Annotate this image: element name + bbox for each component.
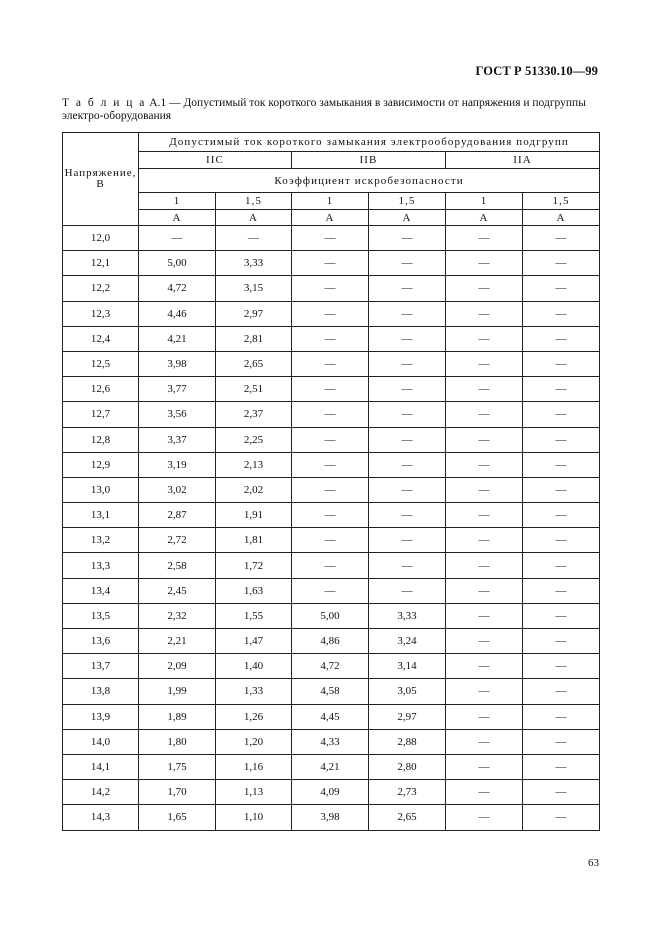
current-cell: — — [446, 629, 523, 654]
table-caption-label: Т а б л и ц а — [62, 97, 147, 109]
current-cell: — — [446, 679, 523, 704]
current-cell: — — [523, 603, 600, 628]
current-cell: — — [523, 251, 600, 276]
current-cell: 1,16 — [216, 754, 292, 779]
current-cell: 2,51 — [216, 377, 292, 402]
current-cell: — — [292, 251, 369, 276]
unit-cell: А — [216, 210, 292, 226]
current-cell: — — [446, 654, 523, 679]
current-cell: — — [446, 326, 523, 351]
current-cell: 4,45 — [292, 704, 369, 729]
current-cell: — — [523, 276, 600, 301]
unit-cell: А — [369, 210, 446, 226]
current-cell: 2,21 — [139, 629, 216, 654]
current-cell: — — [292, 427, 369, 452]
table-row — [63, 503, 600, 528]
current-cell: — — [369, 402, 446, 427]
table-row — [63, 452, 600, 477]
current-cell: 2,32 — [139, 603, 216, 628]
current-cell: — — [446, 603, 523, 628]
current-cell: — — [446, 578, 523, 603]
current-cell: — — [523, 503, 600, 528]
current-cell: 2,97 — [216, 301, 292, 326]
voltage-cell: 13,8 — [63, 679, 139, 704]
current-cell: 4,72 — [292, 654, 369, 679]
current-cell: 1,91 — [216, 503, 292, 528]
current-cell: — — [523, 351, 600, 376]
coefficient-cell: 1 — [139, 193, 216, 210]
voltage-cell: 12,5 — [63, 351, 139, 376]
current-cell: 1,75 — [139, 754, 216, 779]
current-cell: — — [523, 654, 600, 679]
current-cell: — — [369, 301, 446, 326]
current-cell: 4,21 — [292, 754, 369, 779]
current-cell: — — [523, 553, 600, 578]
current-cell: — — [369, 351, 446, 376]
current-cell: 1,40 — [216, 654, 292, 679]
table-row — [63, 326, 600, 351]
current-cell: 2,87 — [139, 503, 216, 528]
current-cell: — — [446, 754, 523, 779]
current-cell: — — [369, 226, 446, 251]
table-row — [63, 377, 600, 402]
current-cell: — — [446, 427, 523, 452]
current-cell: 3,02 — [139, 477, 216, 502]
current-cell: — — [369, 427, 446, 452]
current-cell: 1,80 — [139, 729, 216, 754]
table-row — [63, 528, 600, 553]
voltage-cell: 13,6 — [63, 629, 139, 654]
current-cell: — — [446, 452, 523, 477]
current-cell: 1,13 — [216, 780, 292, 805]
current-cell: 3,15 — [216, 276, 292, 301]
unit-cell: А — [139, 210, 216, 226]
table-caption — [62, 97, 602, 123]
current-cell: 1,65 — [139, 805, 216, 830]
current-cell: 2,97 — [369, 704, 446, 729]
table-row — [63, 477, 600, 502]
current-cell: — — [139, 226, 216, 251]
current-cell: 1,33 — [216, 679, 292, 704]
coefficient-cell: 1,5 — [523, 193, 600, 210]
current-cell: — — [292, 301, 369, 326]
unit-cell: А — [292, 210, 369, 226]
current-cell: 4,09 — [292, 780, 369, 805]
current-cell: — — [446, 402, 523, 427]
table-row — [63, 780, 600, 805]
current-cell: — — [292, 528, 369, 553]
current-cell: 1,55 — [216, 603, 292, 628]
current-cell: 2,37 — [216, 402, 292, 427]
current-cell: — — [446, 251, 523, 276]
current-cell: 4,58 — [292, 679, 369, 704]
page-number: 63 — [588, 857, 599, 869]
current-cell: 3,19 — [139, 452, 216, 477]
current-cell: — — [369, 528, 446, 553]
voltage-cell: 12,8 — [63, 427, 139, 452]
current-cell: 2,13 — [216, 452, 292, 477]
current-cell: 1,63 — [216, 578, 292, 603]
current-cell: 3,56 — [139, 402, 216, 427]
current-cell: 3,14 — [369, 654, 446, 679]
current-cell: — — [446, 226, 523, 251]
voltage-cell: 12,0 — [63, 226, 139, 251]
current-cell: — — [216, 226, 292, 251]
current-cell: 2,72 — [139, 528, 216, 553]
current-table — [62, 132, 600, 831]
voltage-cell: 13,9 — [63, 704, 139, 729]
table-row — [63, 351, 600, 376]
current-cell: 2,88 — [369, 729, 446, 754]
table-row — [63, 402, 600, 427]
voltage-cell: 13,7 — [63, 654, 139, 679]
current-cell: 1,72 — [216, 553, 292, 578]
voltage-cell: 14,0 — [63, 729, 139, 754]
subgroup-iia-header: IIA — [446, 152, 600, 169]
current-cell: — — [292, 402, 369, 427]
current-cell: — — [446, 351, 523, 376]
coefficient-cell: 1,5 — [369, 193, 446, 210]
voltage-cell: 13,0 — [63, 477, 139, 502]
current-cell: 1,26 — [216, 704, 292, 729]
current-cell: 3,05 — [369, 679, 446, 704]
current-cell: — — [446, 704, 523, 729]
current-cell: 2,65 — [216, 351, 292, 376]
table-row — [63, 427, 600, 452]
table-row — [63, 251, 600, 276]
current-cell: — — [369, 276, 446, 301]
current-cell: — — [523, 729, 600, 754]
current-cell: — — [446, 477, 523, 502]
table-row — [63, 603, 600, 628]
current-cell: 2,81 — [216, 326, 292, 351]
current-cell: 3,98 — [292, 805, 369, 830]
current-cell: — — [523, 805, 600, 830]
current-cell: 1,70 — [139, 780, 216, 805]
current-cell: 1,10 — [216, 805, 292, 830]
current-cell: — — [446, 301, 523, 326]
current-cell: — — [446, 503, 523, 528]
voltage-cell: 12,6 — [63, 377, 139, 402]
voltage-cell: 12,2 — [63, 276, 139, 301]
current-cell: — — [369, 377, 446, 402]
current-cell: 2,65 — [369, 805, 446, 830]
current-cell: — — [523, 679, 600, 704]
current-cell: — — [446, 780, 523, 805]
table-row — [63, 754, 600, 779]
current-cell: 2,02 — [216, 477, 292, 502]
current-cell: — — [523, 477, 600, 502]
current-cell: 1,20 — [216, 729, 292, 754]
unit-cell: А — [523, 210, 600, 226]
voltage-cell: 13,2 — [63, 528, 139, 553]
voltage-cell: 14,1 — [63, 754, 139, 779]
subgroup-iib-header: IIB — [292, 152, 446, 169]
current-cell: — — [523, 226, 600, 251]
table-row — [63, 553, 600, 578]
current-cell: — — [292, 276, 369, 301]
coefficient-header: Коэффициент искробезопасности — [139, 169, 600, 193]
voltage-column-header — [63, 133, 139, 226]
current-cell: 1,89 — [139, 704, 216, 729]
standard-number: ГОСТ Р 51330.10—99 — [475, 64, 598, 78]
voltage-header-unit: В — [96, 178, 105, 190]
unit-cell: А — [446, 210, 523, 226]
current-cell: 4,21 — [139, 326, 216, 351]
table-caption-text: А.1 — Допустимый ток короткого замыкания в зависимости от напряжения и подгруппы электро-оборудования — [62, 97, 586, 122]
voltage-cell: 12,9 — [63, 452, 139, 477]
table-row — [63, 704, 600, 729]
current-cell: — — [446, 528, 523, 553]
voltage-cell: 12,7 — [63, 402, 139, 427]
current-cell: — — [369, 503, 446, 528]
voltage-cell: 13,4 — [63, 578, 139, 603]
current-cell: 3,77 — [139, 377, 216, 402]
coefficient-cell: 1 — [446, 193, 523, 210]
voltage-cell: 12,4 — [63, 326, 139, 351]
subgroup-iic-header: IIC — [139, 152, 292, 169]
voltage-cell: 13,1 — [63, 503, 139, 528]
table-row — [63, 805, 600, 830]
voltage-cell: 13,5 — [63, 603, 139, 628]
current-cell: — — [369, 251, 446, 276]
current-cell: 2,09 — [139, 654, 216, 679]
current-cell: 3,98 — [139, 351, 216, 376]
coefficient-cell: 1 — [292, 193, 369, 210]
table-row — [63, 276, 600, 301]
current-cell: — — [369, 553, 446, 578]
table-row — [63, 629, 600, 654]
current-cell: 3,33 — [369, 603, 446, 628]
voltage-cell: 12,1 — [63, 251, 139, 276]
current-cell: 4,86 — [292, 629, 369, 654]
voltage-cell: 12,3 — [63, 301, 139, 326]
voltage-cell: 13,3 — [63, 553, 139, 578]
table-row — [63, 301, 600, 326]
current-cell: — — [292, 351, 369, 376]
table-row — [63, 679, 600, 704]
current-cell: — — [523, 301, 600, 326]
current-cell: — — [523, 704, 600, 729]
current-cell: — — [369, 477, 446, 502]
current-cell: — — [523, 402, 600, 427]
current-cell: — — [523, 578, 600, 603]
current-cell: — — [292, 326, 369, 351]
current-cell: 2,58 — [139, 553, 216, 578]
current-cell: — — [292, 377, 369, 402]
current-cell: 3,37 — [139, 427, 216, 452]
voltage-cell: 14,2 — [63, 780, 139, 805]
current-cell: 1,47 — [216, 629, 292, 654]
current-cell: — — [523, 528, 600, 553]
current-cell: — — [292, 553, 369, 578]
current-cell: 4,72 — [139, 276, 216, 301]
current-cell: — — [369, 326, 446, 351]
voltage-header-label: Напряжение, — [64, 167, 137, 179]
current-cell: 2,45 — [139, 578, 216, 603]
current-cell: — — [292, 503, 369, 528]
current-cell: — — [523, 377, 600, 402]
current-cell: 5,00 — [292, 603, 369, 628]
table-row — [63, 654, 600, 679]
current-cell: 5,00 — [139, 251, 216, 276]
current-cell: 2,80 — [369, 754, 446, 779]
current-cell: — — [446, 805, 523, 830]
current-cell: 3,33 — [216, 251, 292, 276]
group-header: Допустимый ток короткого замыкания электрооборудования подгрупп — [139, 133, 600, 152]
table-row — [63, 729, 600, 754]
current-cell: — — [292, 452, 369, 477]
current-cell: — — [369, 578, 446, 603]
current-cell: — — [523, 326, 600, 351]
current-cell: — — [523, 452, 600, 477]
current-cell: — — [292, 226, 369, 251]
voltage-cell: 14,3 — [63, 805, 139, 830]
current-cell: — — [369, 452, 446, 477]
current-cell: 4,33 — [292, 729, 369, 754]
current-cell: 3,24 — [369, 629, 446, 654]
current-cell: — — [292, 578, 369, 603]
coefficient-cell: 1,5 — [216, 193, 292, 210]
current-cell: — — [523, 629, 600, 654]
current-cell: 2,73 — [369, 780, 446, 805]
table-row — [63, 578, 600, 603]
current-cell: — — [523, 427, 600, 452]
current-cell: — — [446, 276, 523, 301]
current-cell: — — [446, 377, 523, 402]
current-cell: 1,81 — [216, 528, 292, 553]
table-row — [63, 226, 600, 251]
current-cell: — — [446, 553, 523, 578]
current-cell: 1,99 — [139, 679, 216, 704]
current-cell: — — [446, 729, 523, 754]
current-cell: — — [523, 754, 600, 779]
current-cell: — — [523, 780, 600, 805]
current-cell: 2,25 — [216, 427, 292, 452]
current-cell: 4,46 — [139, 301, 216, 326]
current-cell: — — [292, 477, 369, 502]
